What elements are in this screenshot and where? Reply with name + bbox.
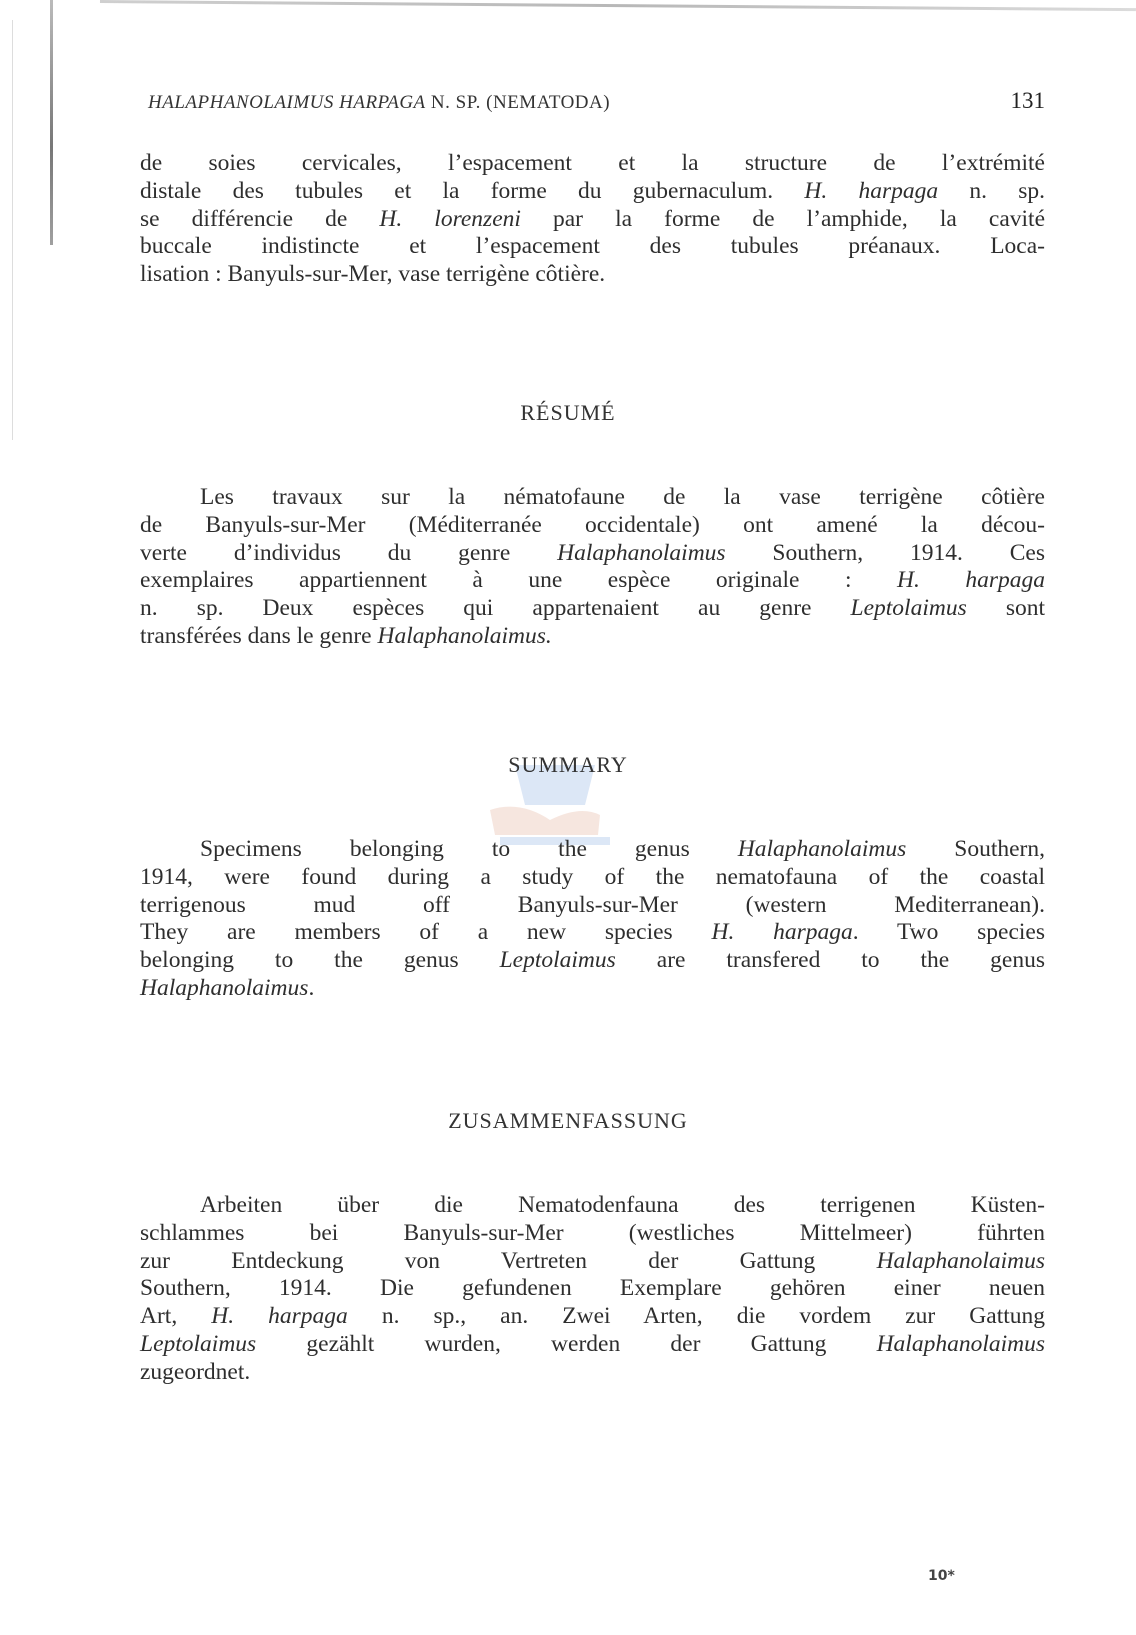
text-line [140, 1248, 1045, 1276]
text-line [140, 540, 1045, 568]
running-title-genus: HALAPHANOLAIMUS HARPAGA [148, 92, 426, 113]
italic-text: Leptolaimus [140, 1330, 257, 1357]
text-run: Les travaux sur la nématofaune de la vase terrigène côtière [200, 484, 1045, 510]
text-run: schlammes bei Banyuls-sur-Mer (westliches Mittelmeer) führten [140, 1219, 1045, 1246]
signature-mark: 10* [928, 1568, 955, 1584]
page-number: 131 [1010, 88, 1045, 113]
italic-text: Halaphanolaimus [557, 539, 726, 566]
text-run: de Banyuls-sur-Mer (Méditerranée occidentale) ont amené la décou- [140, 511, 1045, 538]
italic-text: H. harpaga [804, 177, 939, 204]
text-run: verte d’individus du genre [140, 539, 558, 566]
text-run: zugeordnet. [140, 1358, 251, 1385]
text-run: par la forme de l’amphide, la cavité [520, 205, 1046, 232]
text-line [140, 623, 1045, 651]
text-line [140, 150, 1045, 178]
summary-heading: SUMMARY [508, 752, 628, 777]
text-run: belonging to the genus [140, 947, 500, 974]
text-run: Arbeiten über die Nematodenfauna des terrigenen Küsten- [200, 1192, 1045, 1218]
text-line [140, 261, 1045, 289]
italic-text: H. harpaga [211, 1303, 348, 1330]
intro-paragraph [140, 150, 1045, 289]
resume-heading: RÉSUMÉ [520, 400, 616, 425]
scan-edge-left-faint [12, 20, 13, 440]
italic-text: Halaphanolaimus [737, 836, 907, 862]
text-line [140, 1220, 1045, 1248]
text-line [140, 1359, 1045, 1387]
italic-text: H. harpaga [897, 567, 1045, 594]
text-line [140, 1303, 1045, 1331]
text-run: lisation : Banyuls-sur-Mer, vase terrigène côtière. [140, 261, 606, 288]
scan-edge-top [100, 0, 1136, 11]
scan-edge-left [50, 0, 53, 245]
text-run: zur Entdeckung von Vertreten der Gattung [140, 1247, 877, 1274]
text-line [140, 1331, 1045, 1359]
text-run: n. sp. Deux espèces qui appartenaient au genre [140, 595, 851, 622]
text-run: gezählt wurden, werden der Gattung [256, 1330, 877, 1357]
watermark-coral-icon [490, 807, 600, 835]
text-line [140, 892, 1045, 920]
running-title [148, 92, 610, 114]
text-line [140, 1192, 1045, 1220]
text-run: sont [966, 595, 1045, 622]
zusammenfassung-heading: ZUSAMMENFASSUNG [448, 1108, 688, 1133]
text-line [140, 178, 1045, 206]
text-line [140, 595, 1045, 623]
text-run: distale des tubules et la forme du gubernaculum. [140, 177, 805, 204]
text-run: . Two species [852, 919, 1046, 946]
italic-text: Halaphanolaimus. [377, 622, 552, 649]
text-run: Southern, 1914. Ces [725, 539, 1045, 566]
text-line [140, 233, 1045, 261]
text-run: are transfered to the genus [615, 947, 1045, 974]
text-run: exemplaires appartiennent à une espèce originale : [140, 567, 897, 594]
text-line [140, 206, 1045, 234]
italic-text: H. harpaga [711, 919, 853, 946]
resume-paragraph [140, 484, 1045, 651]
text-run: buccale indistincte et l’espacement des tubules préanaux. Loca- [140, 233, 1045, 260]
running-head [148, 88, 1045, 118]
text-line [140, 864, 1045, 892]
text-run: n. sp. [938, 177, 1045, 204]
text-run: n. sp., an. Zwei Arten, die vordem zur Gattung [347, 1303, 1046, 1330]
text-run: de soies cervicales, l’espacement et la structure de l’extrémité [140, 150, 1045, 176]
text-run: Art, [140, 1303, 212, 1330]
italic-text: Leptolaimus [850, 595, 967, 622]
text-line [140, 512, 1045, 540]
text-run: 1914, were found during a study of the nematofauna of the coastal [140, 863, 1045, 890]
text-line [140, 947, 1045, 975]
text-run: . [308, 974, 315, 1001]
italic-text: Leptolaimus [499, 947, 616, 974]
text-line [140, 919, 1045, 947]
zusammenfassung-paragraph [140, 1192, 1045, 1387]
italic-text: Halaphanolaimus [140, 974, 309, 1001]
text-line [140, 567, 1045, 595]
italic-text: Halaphanolaimus [876, 1247, 1045, 1274]
text-line [140, 1275, 1045, 1303]
text-run: Southern, 1914. Die gefundenen Exemplare gehören einer neuen [140, 1275, 1045, 1302]
text-line [140, 975, 1045, 1003]
text-run: se différencie de [140, 205, 380, 232]
running-title-rest: N. SP. (NEMATODA) [425, 92, 611, 113]
text-run: Southern, [906, 836, 1045, 862]
text-run: They are members of a new species [140, 919, 712, 946]
summary-paragraph [140, 836, 1045, 1003]
text-line [140, 484, 1045, 512]
text-run: Specimens belonging to the genus [200, 836, 738, 862]
text-line [140, 836, 1045, 864]
italic-text: Halaphanolaimus [876, 1330, 1045, 1357]
italic-text: H. lorenzeni [379, 205, 521, 232]
text-run: terrigenous mud off Banyuls-sur-Mer (western Mediterranean). [140, 891, 1045, 918]
text-run: transférées dans le genre [140, 622, 378, 649]
